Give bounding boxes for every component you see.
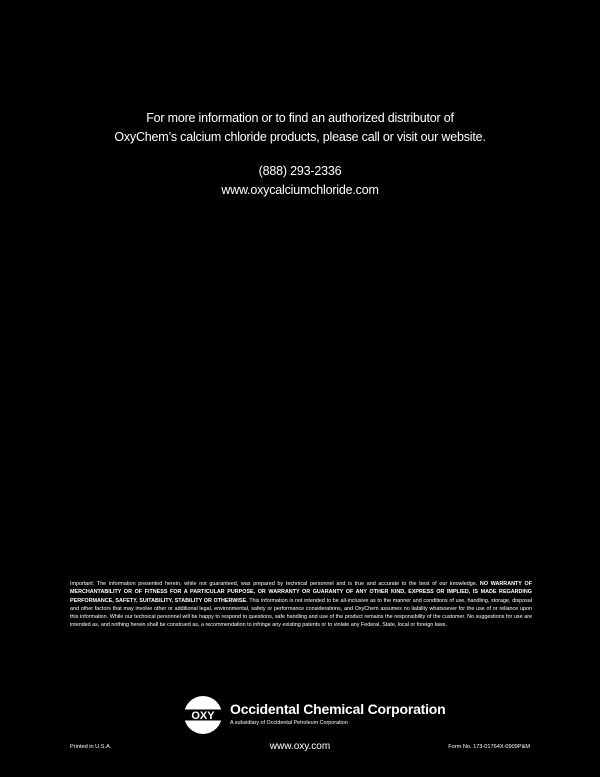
disclaimer-body: This information is not intended to be all-inclusive as to the manner and conditions of use, handling, storage, disposal and other factors that may involve other or additional legal, environmental, safety or performance considerations, and OxyChem assumes no liability whatsoever for the use of or reliance upon this information. While our technical personnel will be happy to respond to questions, safe handling and use of the product remains the responsibility of the customer. No suggestions for use are intended as, and nothing herein shall be construed as, a recommendation to infringe any existing patents or to violate any Federal, State, local or foreign laws.: [70, 597, 532, 629]
company-name: Occidental Chemical Corporation: [230, 701, 446, 717]
disclaimer-warranty: NO WARRANTY OF MERCHANTABILITY OR OF FITNESS FOR A PARTICULAR PURPOSE, OR WARRANTY OR GUARANTY OF ANY OTHER KIND, EXPRESS OR IMPLIED, IS MADE REGARDING PERFORMANCE, SAFETY, SUITABILITY, STABILITY OR OTHERWISE.: [70, 581, 532, 604]
form-number: Form No. 173-01764X-0909P&M: [448, 744, 530, 750]
oxy-logo-text: OXY: [191, 710, 215, 722]
contact-line-1: For more information or to find an authorized distributor of: [146, 111, 454, 125]
legal-disclaimer: [70, 580, 532, 630]
company-subsidiary: A subsidiary of Occidental Petroleum Corporation: [230, 720, 348, 726]
phone-number: (888) 293-2336: [258, 164, 342, 178]
oxy-logo-icon: [182, 694, 224, 736]
spacer: [0, 147, 600, 162]
company-logo: [182, 694, 446, 734]
contact-line-2: OxyChem’s calcium chloride products, please call or visit our website.: [114, 130, 486, 144]
disclaimer-intro: Important: The information presented herein, while not guaranteed, was prepared by technical personnel and is true and accurate to the best of our knowledge.: [70, 581, 480, 587]
website-link[interactable]: www.oxycalciumchloride.com: [221, 183, 379, 197]
printed-in: Printed in U.S.A.: [70, 744, 112, 750]
contact-block: [0, 109, 600, 200]
footer-url[interactable]: www.oxy.com: [269, 741, 331, 752]
